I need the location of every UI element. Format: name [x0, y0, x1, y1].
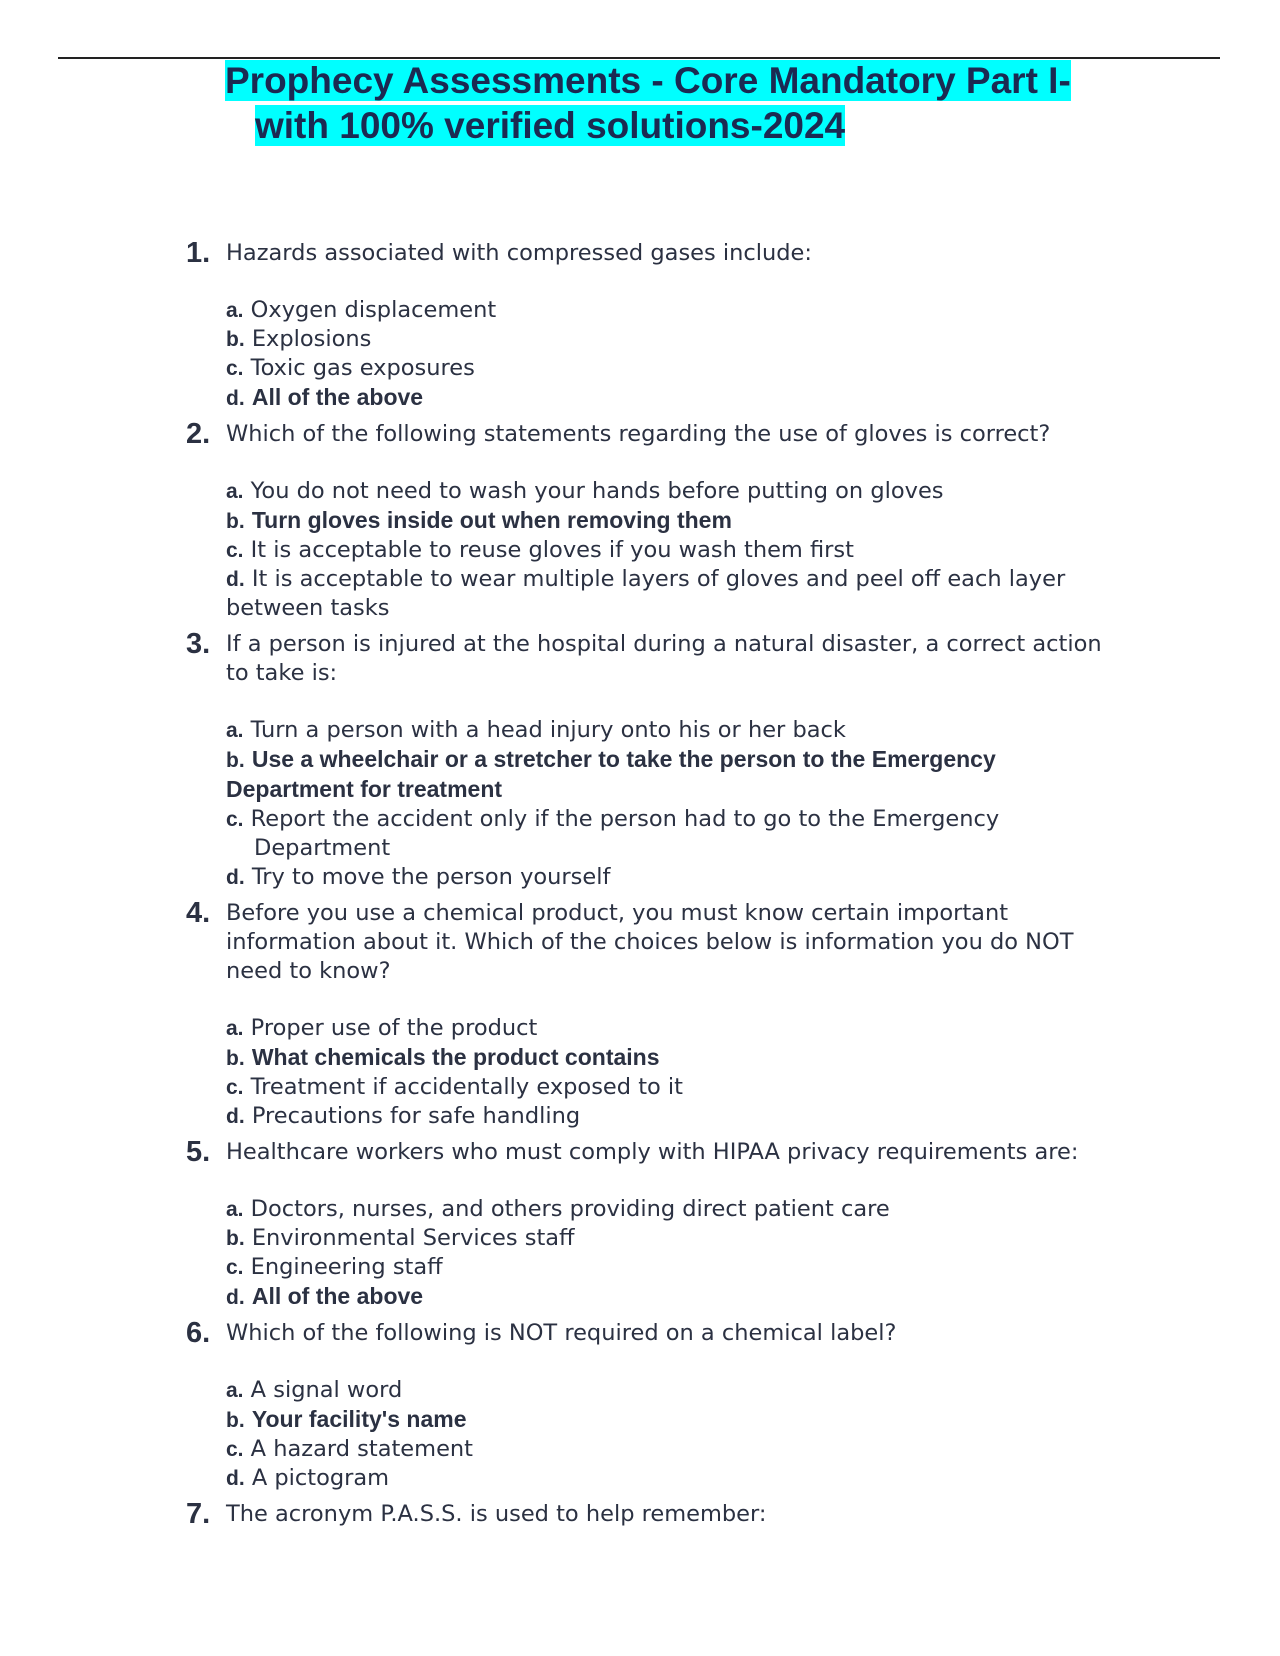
option-text: Doctors, nurses, and others providing direct patient care	[250, 1196, 890, 1222]
question-number: 1.	[186, 237, 211, 269]
title-line-1: Prophecy Assessments - Core Mandatory Part I-	[225, 60, 1071, 101]
option-text: All of the above	[251, 1283, 424, 1309]
option-letter: b.	[226, 1409, 245, 1432]
answer-option-c	[226, 1253, 1116, 1282]
option-text: All of the above	[251, 384, 424, 410]
answer-option-a	[226, 477, 1116, 506]
question-text: Healthcare workers who must comply with HIPAA privacy requirements are:	[226, 1139, 1079, 1165]
option-text: Use a wheelchair or a stretcher to take the person to the Emergency Department for treatment	[226, 746, 996, 802]
option-text: Proper use of the product	[250, 1015, 538, 1041]
answer-options	[226, 1014, 1116, 1131]
question-1	[186, 239, 1116, 413]
option-letter: a.	[226, 299, 244, 322]
question-number: 5.	[186, 1136, 211, 1168]
question-text: Hazards associated with compressed gases include:	[226, 240, 812, 266]
option-letter: d.	[226, 387, 245, 410]
answer-option-c	[226, 536, 1116, 565]
option-text: Try to move the person yourself	[251, 864, 611, 890]
option-letter: a.	[226, 1379, 244, 1402]
question-text: Which of the following is NOT required on a chemical label?	[226, 1320, 897, 1346]
option-letter: c.	[226, 808, 244, 831]
option-letter: c.	[226, 357, 244, 380]
document-title	[225, 58, 1105, 148]
option-text: Your facility's name	[251, 1406, 467, 1432]
option-letter: c.	[226, 1256, 244, 1279]
option-text: Turn a person with a head injury onto his or her back	[250, 717, 846, 743]
answer-options	[226, 477, 1116, 623]
question-3	[186, 630, 1116, 892]
question-text: Before you use a chemical product, you must know certain important information about it. Which of the choices below is information you do NOT need to know?	[226, 900, 1074, 984]
correct-answer-option-d	[226, 383, 1116, 413]
option-text: Precautions for safe handling	[251, 1103, 581, 1129]
question-6	[186, 1319, 1116, 1493]
option-letter: d.	[226, 1105, 245, 1128]
option-letter: b.	[226, 510, 245, 533]
question-number: 6.	[186, 1317, 211, 1349]
answer-options	[226, 716, 1116, 892]
correct-answer-option-b	[226, 506, 1116, 536]
option-text: You do not need to wash your hands before putting on gloves	[250, 478, 944, 504]
correct-answer-option-b	[226, 1405, 1116, 1435]
question-text: Which of the following statements regarding the use of gloves is correct?	[226, 421, 1051, 447]
option-text: Turn gloves inside out when removing them	[251, 507, 732, 533]
option-letter: a.	[226, 480, 244, 503]
option-text: Oxygen displacement	[250, 297, 497, 323]
option-letter: a.	[226, 1017, 244, 1040]
option-text: It is acceptable to reuse gloves if you wash them first	[250, 537, 854, 563]
answer-option-c	[226, 1435, 1116, 1464]
question-7	[186, 1500, 1116, 1529]
option-text: Toxic gas exposures	[250, 355, 475, 381]
option-text: Explosions	[251, 326, 372, 352]
question-number: 3.	[186, 628, 211, 660]
question-2	[186, 420, 1116, 623]
option-text: Treatment if accidentally exposed to it	[250, 1074, 684, 1100]
answer-option-d	[226, 863, 1116, 892]
answer-option-c	[226, 1073, 1116, 1102]
correct-answer-option-b	[226, 1043, 1116, 1073]
answer-options	[226, 1195, 1116, 1312]
option-text: What chemicals the product contains	[251, 1044, 660, 1070]
option-letter: b.	[226, 749, 245, 772]
option-text: Environmental Services staff	[251, 1225, 575, 1251]
option-text: Report the accident only if the person had to go to the Emergency Department	[250, 806, 1000, 861]
question-5	[186, 1138, 1116, 1312]
answer-option-c	[226, 354, 1116, 383]
option-text: It is acceptable to wear multiple layers of gloves and peel off each layer between tasks	[226, 566, 1066, 621]
answer-option-a	[226, 296, 1116, 325]
option-letter: c.	[226, 1076, 244, 1099]
answer-option-a	[226, 1014, 1116, 1043]
answer-option-c	[226, 805, 1116, 863]
correct-answer-option-b	[226, 745, 1116, 805]
option-text: A signal word	[250, 1377, 403, 1403]
title-line-2: with 100% verified solutions-2024	[255, 105, 846, 146]
answer-option-a	[226, 1376, 1116, 1405]
answer-option-d	[226, 1102, 1116, 1131]
question-text: If a person is injured at the hospital during a natural disaster, a correct action to take is:	[226, 631, 1102, 686]
question-text: The acronym P.A.S.S. is used to help remember:	[226, 1501, 767, 1527]
option-letter: b.	[226, 1227, 245, 1250]
answer-option-b	[226, 325, 1116, 354]
option-letter: c.	[226, 539, 244, 562]
option-letter: a.	[226, 1198, 244, 1221]
answer-option-d	[226, 565, 1116, 623]
answer-options	[226, 1376, 1116, 1493]
option-letter: b.	[226, 328, 245, 351]
question-4	[186, 899, 1116, 1131]
answer-options	[226, 296, 1116, 413]
question-list	[186, 239, 1116, 1536]
option-letter: a.	[226, 719, 244, 742]
question-number: 7.	[186, 1498, 211, 1530]
correct-answer-option-d	[226, 1282, 1116, 1312]
answer-option-d	[226, 1464, 1116, 1493]
answer-option-a	[226, 1195, 1116, 1224]
option-letter: d.	[226, 866, 245, 889]
option-text: A hazard statement	[250, 1436, 473, 1462]
answer-option-a	[226, 716, 1116, 745]
option-letter: d.	[226, 1286, 245, 1309]
option-letter: c.	[226, 1438, 244, 1461]
question-number: 2.	[186, 418, 211, 450]
question-number: 4.	[186, 897, 211, 929]
option-letter: d.	[226, 568, 245, 591]
option-text: A pictogram	[251, 1465, 390, 1491]
option-letter: d.	[226, 1467, 245, 1490]
option-text: Engineering staff	[250, 1254, 443, 1280]
option-letter: b.	[226, 1047, 245, 1070]
answer-option-b	[226, 1224, 1116, 1253]
